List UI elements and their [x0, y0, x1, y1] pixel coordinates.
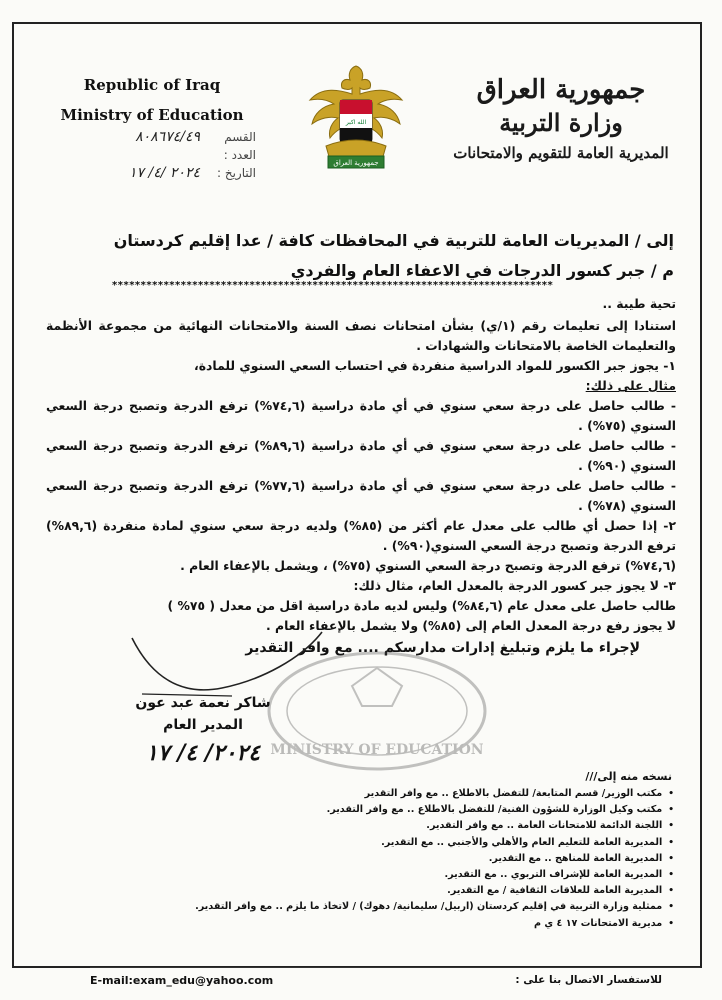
copy-recipient-item [74, 802, 674, 818]
copy-recipient-item [74, 916, 674, 932]
footer-email: E-mail:exam_edu@yahoo.com [90, 974, 274, 987]
date-row [56, 164, 256, 182]
closing-line: لإجراء ما يلزم وتبليغ إدارات مدارسكم .... مع وافر التقدير [245, 640, 640, 656]
reference-label: القسم [224, 130, 256, 144]
copy-recipient-item [74, 818, 674, 834]
subject-line: م / جبر كسور الدرجات في الاعفاء العام والفردي [290, 261, 674, 280]
signature-date: ٢٠٢٤/ ٤/ ١٧ [145, 740, 261, 766]
greeting: تحية طيبة .. [602, 296, 676, 311]
letter-body [46, 294, 676, 658]
bullet-icon: • [668, 821, 674, 832]
item-3-example: طالب حاصل على معدل عام (٨٤,٦%) وليس لديه مادة دراسية اقل من معدل ( ٧٥% ) [167, 598, 676, 613]
copy-recipient-item [74, 883, 674, 899]
reference-number-row [56, 128, 256, 146]
emblem-caption: جمهورية العراق [333, 159, 379, 167]
item-2-continued: (٧٤,٦%) ترفع الدرجة وتصبح درجة السعي السنوي (٧٥%) ، ويشمل بالإعفاء العام . [180, 558, 676, 573]
item-1: ١- يجوز جبر الكسور للمواد الدراسية منفردة في احتساب السعي السنوي للمادة، [194, 358, 676, 373]
recipient-line: إلى / المديريات العامة للتربية في المحافظات كافة / عدا إقليم كردستان [113, 231, 674, 250]
country-name-ar: جمهورية العراق [476, 75, 646, 105]
example-2: - طالب حاصل على درجة سعي سنوي في أي مادة دراسية (٨٩,٦%) ترفع الدرجة وتصبح درجة السعي السنوي (٩٠%) . [46, 438, 676, 473]
signatory-name: شاكر نعمة عبد عون [135, 695, 271, 711]
copy-recipient-text: المديرية العامة للمناهج .. مع التقدير. [488, 852, 663, 864]
reference-number: ٨٠٨٦٧٤/٤٩ [135, 129, 200, 145]
copy-recipient-item [74, 899, 674, 915]
example-label: مثال على ذلك: [585, 378, 676, 393]
bullet-icon: • [668, 837, 674, 848]
arabic-letterhead [446, 72, 676, 168]
signature-block [118, 692, 288, 770]
svg-text:الله اكبر: الله اكبر [345, 119, 367, 126]
reference-block [56, 128, 256, 182]
footer-contact: للاستفسار الاتصال بنا على : [515, 974, 662, 986]
copy-recipient-text: المديرية العامة للعلاقات الثقافية / مع التقدير. [447, 885, 663, 897]
bullet-icon: • [668, 805, 674, 816]
count-label: العدد : [223, 148, 256, 162]
bullet-icon: • [668, 870, 674, 881]
intro-paragraph: استنادا إلى تعليمات رقم (١/ي) بشأن امتحانات نصف السنة والامتحانات النهائية من مجموعة الأنظمة والتعليمات الخاصة بالامتحانات والشهادات . [46, 318, 677, 353]
copy-recipient-text: المديرية العامة للإشراف التربوي .. مع التقدير. [444, 869, 663, 881]
iraq-eagle-emblem-icon [300, 60, 412, 178]
directorate-name-ar: المديرية العامة للتقويم والامتحانات [453, 144, 669, 162]
copies-list [74, 786, 674, 932]
bullet-icon: • [668, 789, 674, 799]
country-name-en: Republic of Iraq [83, 76, 221, 94]
bullet-icon: • [668, 902, 674, 913]
bullet-icon: • [668, 918, 674, 929]
item-2: ٢- إذا حصل أي طالب على معدل عام أكثر من (٨٥%) ولديه درجة سعي سنوي لمادة منفردة (٨٩,٦%) ترفع الدرجة وتصبح درجة السعي السنوي(٩٠%) . [46, 518, 677, 553]
item-3-result: لا يجوز رفع درجة المعدل العام إلى (٨٥%) ولا يشمل بالإعفاء العام . [266, 618, 676, 633]
copy-recipient-text: المديرية العامة للتعليم العام والأهلي والأجنبي .. مع التقدير. [381, 836, 663, 848]
signatory-title: المدير العام [163, 717, 243, 733]
copy-recipient-item [74, 835, 674, 851]
copy-recipient-text: ممثلية وزارة التربية في إقليم كردستان (اربيل/ سليمانية/ دهوك) / لاتخاذ ما يلزم .. مع وافر التقدير. [195, 901, 663, 913]
stamp-text: MINISTRY OF EDUCATION [270, 742, 484, 758]
ministry-name-en: Ministry of Education [60, 106, 244, 124]
copy-recipient-item [74, 851, 674, 867]
english-letterhead [52, 70, 252, 130]
copy-recipient-text: اللجنة الدائمة للامتحانات العامة .. مع وافر التقدير. [426, 820, 663, 832]
example-3: - طالب حاصل على درجة سعي سنوي في أي مادة دراسية (٧٧,٦%) ترفع الدرجة وتصبح درجة السعي السنوي (٧٨%) . [46, 478, 676, 513]
date-label: التاريخ : [216, 166, 256, 180]
copy-recipient-item [74, 867, 674, 883]
separator-stars: ***************************************************************************** [112, 280, 554, 291]
copy-recipient-item [74, 786, 674, 802]
example-1: - طالب حاصل على درجة سعي سنوي في أي مادة دراسية (٧٤,٦%) ترفع الدرجة وتصبح درجة السعي السنوي (٧٥%) . [46, 398, 676, 433]
letter-heading [54, 226, 674, 286]
ministry-name-ar: وزارة التربية [499, 108, 623, 137]
bullet-icon: • [668, 853, 674, 864]
copy-recipient-text: مديرية الامتحانات ١٧ ٤ ي م [533, 917, 663, 929]
copy-recipient-text: مكتب الوزير/ قسم المتابعة/ للتفضل بالاطلاع .. مع وافر التقدير [364, 788, 663, 799]
copy-recipient-text: مكتب وكيل الوزارة للشؤون الفنية/ للتفضل بالاطلاع .. مع وافر التقدير. [326, 804, 663, 816]
footer-divider [90, 967, 700, 968]
bullet-icon: • [668, 886, 674, 897]
count-row [56, 146, 256, 164]
date-value: ٢٠٢٤ /٤/ ١٧ [129, 165, 200, 181]
item-3: ٣- لا يجوز جبر كسور الدرجة بالمعدل العام، مثال ذلك: [353, 578, 676, 593]
copies-heading: نسخه منه إلى/// [585, 770, 672, 783]
